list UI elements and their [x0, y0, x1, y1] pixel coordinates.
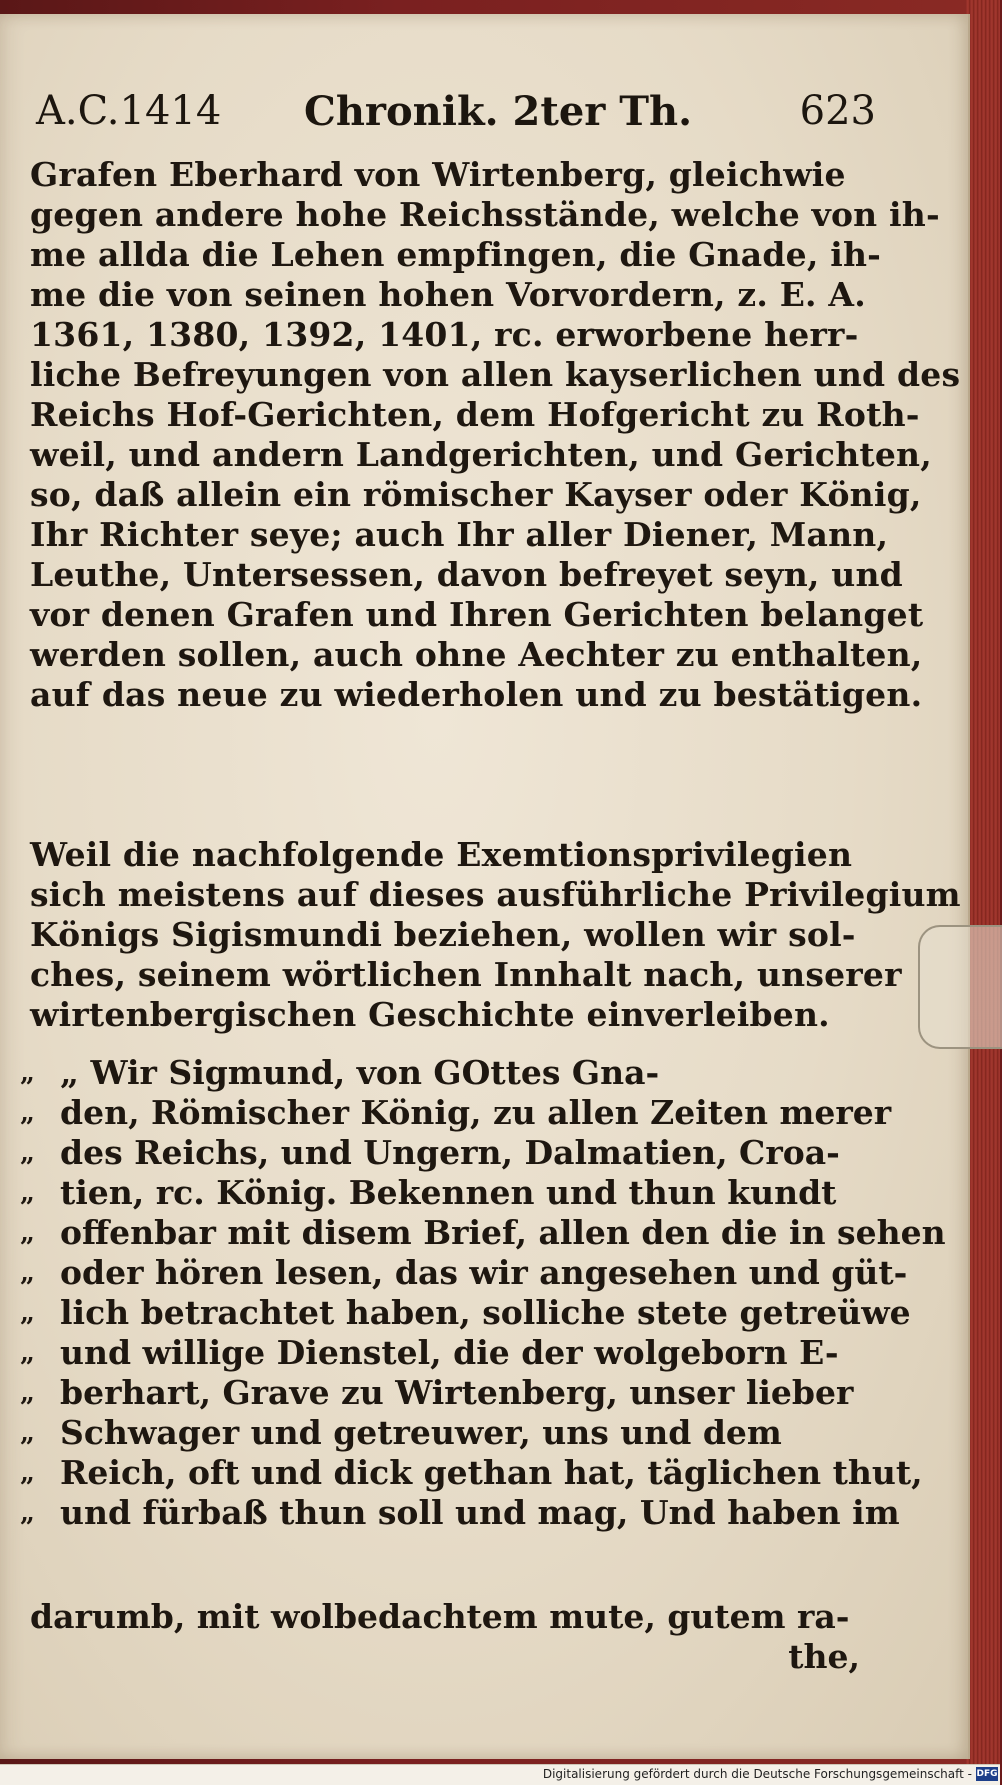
text-line: gegen andere hohe Reichsstände, welche von ih- — [30, 195, 940, 234]
quote-mark: „ — [20, 1058, 35, 1088]
quote-text: tien, rc. König. Bekennen und thun kundt — [60, 1173, 837, 1212]
quoted-privilege — [20, 1053, 946, 1533]
digitization-footer — [0, 1764, 1000, 1785]
paragraph-2 — [30, 835, 961, 1035]
dfg-logo-icon: DFG — [976, 1769, 998, 1779]
paragraph-1 — [30, 155, 961, 715]
quote-mark: „ — [20, 1098, 35, 1128]
closing-lines — [30, 1597, 860, 1677]
header-year: A.C.1414 — [36, 88, 222, 134]
quote-mark: „ — [20, 1298, 35, 1328]
text-line: Leuthe, Untersessen, davon befreyet seyn, und — [30, 555, 903, 594]
text-line: weil, und andern Landgerichten, und Gerichten, — [30, 435, 932, 474]
text-line: darumb, mit wolbedachtem mute, gutem ra- — [30, 1597, 850, 1636]
page-header — [36, 88, 876, 144]
quote-mark: „ — [20, 1138, 35, 1168]
text-line: 1361, 1380, 1392, 1401, rc. erworbene herr- — [30, 315, 859, 354]
quote-line — [20, 1253, 908, 1293]
quote-line — [20, 1213, 946, 1253]
quote-mark: „ — [20, 1498, 35, 1528]
text-line: Reichs Hof-Gerichten, dem Hofgericht zu Roth- — [30, 395, 920, 434]
quote-text: den, Römischer König, zu allen Zeiten merer — [60, 1093, 892, 1132]
quote-text: Reich, oft und dick gethan hat, täglichen thut, — [60, 1453, 923, 1492]
text-line: me die von seinen hohen Vorvordern, z. E. A. — [30, 275, 866, 314]
text-line: Ihr Richter seye; auch Ihr aller Diener, Mann, — [30, 515, 889, 554]
text-line: so, daß allein ein römischer Kayser oder König, — [30, 475, 922, 514]
quote-mark: „ — [20, 1218, 35, 1248]
quote-line — [20, 1333, 865, 1373]
text-line: Königs Sigismundi beziehen, wollen wir sol- — [30, 915, 856, 954]
quote-text: berhart, Grave zu Wirtenberg, unser lieber — [60, 1373, 854, 1412]
quote-line — [20, 1293, 911, 1333]
page-edges — [966, 0, 1000, 1785]
quote-text: und fürbaß thun soll und mag, Und haben im — [60, 1493, 900, 1532]
quote-line — [20, 1053, 865, 1093]
quote-mark: „ — [20, 1258, 35, 1288]
quote-line — [20, 1453, 923, 1493]
quote-mark: „ — [20, 1378, 35, 1408]
quote-mark: „ — [20, 1458, 35, 1488]
text-line: me allda die Lehen empfingen, die Gnade, ih- — [30, 235, 882, 274]
text-line: wirtenbergischen Geschichte einverleiben. — [30, 995, 830, 1034]
quote-text: und willige Dienstel, die der wolgeborn E- — [60, 1333, 839, 1372]
quote-line — [20, 1173, 865, 1213]
quote-mark: „ — [20, 1418, 35, 1448]
text-line: liche Befreyungen von allen kayserlichen und des — [30, 355, 961, 394]
quote-line — [20, 1413, 865, 1453]
quote-text: „ Wir Sigmund, von GOttes Gna- — [60, 1053, 660, 1092]
quote-text: oder hören lesen, das wir angesehen und güt- — [60, 1253, 908, 1292]
text-line: Weil die nachfolgende Exemtionsprivilegien — [30, 835, 853, 874]
header-title: Chronik. 2ter Th. — [304, 88, 693, 135]
page-tab-marker — [918, 925, 1002, 1049]
quote-line — [20, 1133, 865, 1173]
quote-line — [20, 1093, 892, 1133]
page-number: 623 — [799, 88, 876, 134]
quote-mark: „ — [20, 1338, 35, 1368]
catchword: the, — [788, 1637, 860, 1676]
quote-text: Schwager und getreuwer, uns und dem — [60, 1413, 782, 1452]
quote-line — [20, 1493, 900, 1533]
quote-text: offenbar mit disem Brief, allen den die in sehen — [60, 1213, 946, 1252]
text-line: vor denen Grafen und Ihren Gerichten belanget — [30, 595, 924, 634]
text-line: auf das neue zu wiederholen und zu bestätigen. — [30, 675, 923, 714]
text-line: werden sollen, auch ohne Aechter zu enthalten, — [30, 635, 923, 674]
quote-mark: „ — [20, 1178, 35, 1208]
text-line: Grafen Eberhard von Wirtenberg, gleichwie — [30, 155, 846, 194]
text-line: ches, seinem wörtlichen Innhalt nach, unserer — [30, 955, 902, 994]
quote-line — [20, 1373, 865, 1413]
quote-text: des Reichs, und Ungern, Dalmatien, Croa- — [60, 1133, 840, 1172]
quote-text: lich betrachtet haben, solliche stete getreüwe — [60, 1293, 911, 1332]
text-line: sich meistens auf dieses ausführliche Privilegium — [30, 875, 961, 914]
footer-credit: Digitalisierung gefördert durch die Deutsche Forschungsgemeinschaft - — [542, 1767, 972, 1781]
